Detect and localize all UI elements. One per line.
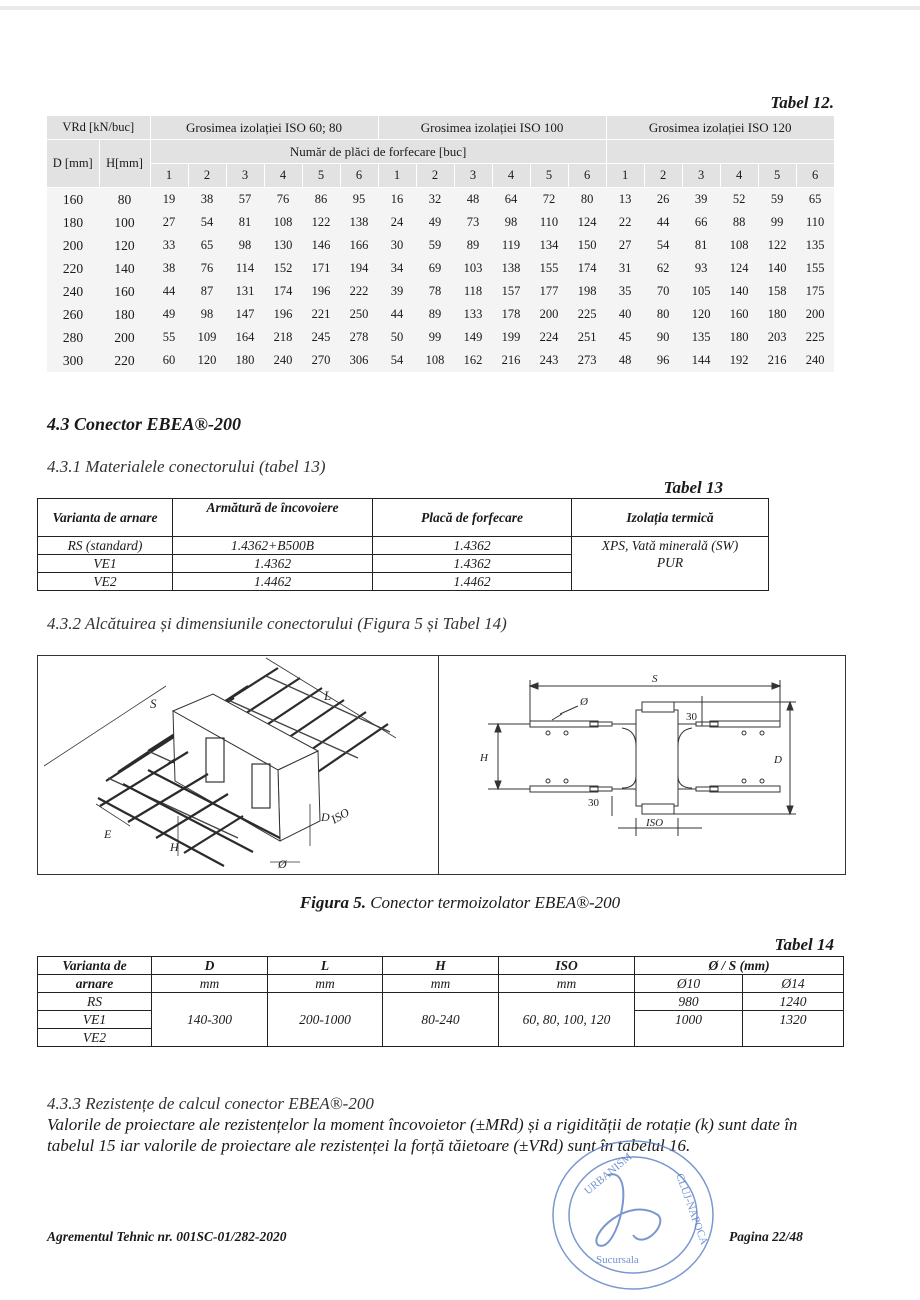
- t12-cell-value: 40: [606, 303, 644, 326]
- t12-cell-value: 99: [416, 326, 454, 349]
- t12-plate-number: 4: [492, 164, 530, 188]
- t12-cell-value: 122: [302, 211, 340, 234]
- t12-cell-value: 171: [302, 257, 340, 280]
- t12-cell-value: 45: [606, 326, 644, 349]
- t14-unit-o14: Ø14: [743, 975, 844, 993]
- t12-cell-value: 224: [530, 326, 568, 349]
- t12-cell-value: 108: [264, 211, 302, 234]
- t13-header-variant: [38, 499, 173, 537]
- t12-cell-value: 80: [568, 188, 606, 212]
- table14-caption: Tabel 14: [774, 935, 834, 954]
- t12-cell-value: 64: [492, 188, 530, 212]
- t12-cell-value: 149: [454, 326, 492, 349]
- t12-cell-value: 245: [302, 326, 340, 349]
- t12-cell-value: 16: [378, 188, 416, 212]
- t12-cell-value: 105: [682, 280, 720, 303]
- t12-row: [47, 349, 834, 372]
- t12-cell-value: 69: [416, 257, 454, 280]
- t12-cell-value: 93: [682, 257, 720, 280]
- t14-unit: mm: [383, 975, 499, 993]
- t13-cell: 1.4462: [173, 573, 373, 591]
- t13-izol-line1: XPS, Vată minerală (SW): [601, 538, 739, 553]
- t12-cell-value: 131: [226, 280, 264, 303]
- t12-cell-value: 146: [302, 234, 340, 257]
- t12-group-header: Grosimea izolației ISO 100: [378, 116, 606, 140]
- t12-cell-value: 200: [796, 303, 834, 326]
- t14-ve-o14: 1320: [743, 1011, 844, 1047]
- t12-cell-value: 73: [454, 211, 492, 234]
- t12-cell-value: 54: [644, 234, 682, 257]
- t14-l-range: 200-1000: [268, 993, 383, 1047]
- t13-h1: Varianta de arnare: [52, 510, 158, 525]
- t12-cell-value: 78: [416, 280, 454, 303]
- t12-cell-value: 24: [378, 211, 416, 234]
- t12-cell-value: 80: [644, 303, 682, 326]
- t12-cell-value: 59: [416, 234, 454, 257]
- t12-cell-h: 120: [99, 234, 150, 257]
- sec-label-d: D: [774, 754, 782, 766]
- t12-cell-value: 44: [378, 303, 416, 326]
- t14-h-range: 80-240: [383, 993, 499, 1047]
- t12-cell-value: 130: [264, 234, 302, 257]
- t12-cell-value: 98: [492, 211, 530, 234]
- t12-row: [47, 211, 834, 234]
- t12-plates-header: Număr de plăci de forfecare [buc]: [150, 140, 606, 164]
- t13-h2: Armătură de încovoiere: [206, 500, 339, 515]
- t12-cell-value: 52: [720, 188, 758, 212]
- t12-cell-value: 76: [264, 188, 302, 212]
- iso-label-l: L: [324, 688, 332, 703]
- t12-cell-value: 50: [378, 326, 416, 349]
- t12-cell-value: 124: [568, 211, 606, 234]
- t12-cell-value: 225: [568, 303, 606, 326]
- t12-cell-value: 155: [530, 257, 568, 280]
- t12-cell-value: 178: [492, 303, 530, 326]
- sec-label-30-bottom: 30: [588, 797, 599, 809]
- section-4-3-3-paragraph: Valorile de proiectare ale rezistențelor la moment încovoietor (±MRd) și a rigidității de rotație (k) sunt date în tabelul 15 iar valorile de proiectare ale rezistenței la forță tăietoare (±VRd) sunt în tabelul 16.: [47, 1115, 798, 1155]
- t14-h-var1: Varianta de: [38, 957, 152, 975]
- t12-cell-value: 55: [150, 326, 188, 349]
- t12-cell-value: 164: [226, 326, 264, 349]
- t12-cell-value: 144: [682, 349, 720, 372]
- t12-cell-d: 220: [47, 257, 99, 280]
- t14-h-l: L: [268, 957, 383, 975]
- t12-cell-value: 203: [758, 326, 796, 349]
- t12-cell-value: 34: [378, 257, 416, 280]
- t12-cell-value: 27: [606, 234, 644, 257]
- t12-cell-value: 89: [454, 234, 492, 257]
- t12-cell-value: 49: [150, 303, 188, 326]
- t12-cell-value: 32: [416, 188, 454, 212]
- t14-ve-o10: 1000: [635, 1011, 743, 1047]
- t12-cell-value: 150: [568, 234, 606, 257]
- t12-group-header: Grosimea izolației ISO 120: [606, 116, 834, 140]
- t12-cell-value: 225: [796, 326, 834, 349]
- t12-cell-value: 57: [226, 188, 264, 212]
- t13-cell: 1.4462: [373, 573, 572, 591]
- t12-cell-value: 222: [340, 280, 378, 303]
- figure-5-caption-bold: Figura 5.: [299, 893, 366, 912]
- t12-plate-number: 5: [758, 164, 796, 188]
- iso-label-d: D: [321, 810, 330, 824]
- t12-cell-value: 66: [682, 211, 720, 234]
- t12-row: [47, 303, 834, 326]
- t12-cell-d: 160: [47, 188, 99, 212]
- table-14: [37, 956, 844, 1047]
- t12-cell-value: 110: [796, 211, 834, 234]
- t14-rs-o10: 980: [635, 993, 743, 1011]
- t12-cell-value: 59: [758, 188, 796, 212]
- t12-cell-h: 80: [99, 188, 150, 212]
- t12-plate-number: 4: [264, 164, 302, 188]
- t14-unit: mm: [268, 975, 383, 993]
- t12-cell-value: 138: [492, 257, 530, 280]
- t12-cell-value: 120: [682, 303, 720, 326]
- t14-d-range: 140-300: [152, 993, 268, 1047]
- t12-cell-value: 110: [530, 211, 568, 234]
- iso-label-h: H: [170, 840, 179, 854]
- t12-row: [47, 326, 834, 349]
- t12-plate-number: 1: [150, 164, 188, 188]
- t12-cell-value: 38: [150, 257, 188, 280]
- insulation-section: [636, 710, 678, 806]
- t12-cell-value: 174: [568, 257, 606, 280]
- figure-5-caption: [0, 893, 920, 913]
- t14-unit: mm: [499, 975, 635, 993]
- t12-cell-value: 62: [644, 257, 682, 280]
- t12-cell-value: 180: [758, 303, 796, 326]
- iso-label-iso: ISO: [328, 805, 352, 827]
- t12-cell-value: 26: [644, 188, 682, 212]
- t12-cell-d: 200: [47, 234, 99, 257]
- section-4-3-heading: 4.3 Conector EBEA®-200: [47, 414, 241, 434]
- iso-label-e: E: [104, 827, 112, 841]
- t12-row: [47, 234, 834, 257]
- t12-plate-number: 6: [340, 164, 378, 188]
- t12-cell-value: 180: [226, 349, 264, 372]
- t12-plate-number: 5: [530, 164, 568, 188]
- t12-cell-value: 200: [530, 303, 568, 326]
- t14-h-d: D: [152, 957, 268, 975]
- t12-cell-value: 72: [530, 188, 568, 212]
- t13-header-plate: [373, 499, 572, 537]
- t12-plate-number: 3: [454, 164, 492, 188]
- t12-cell-h: 200: [99, 326, 150, 349]
- t12-row: [47, 257, 834, 280]
- t12-cell-value: 103: [454, 257, 492, 280]
- t12-cell-value: 108: [416, 349, 454, 372]
- t12-plate-number: 4: [720, 164, 758, 188]
- t12-cell-value: 49: [416, 211, 454, 234]
- t12-group-header: Grosimea izolației ISO 60; 80: [150, 116, 378, 140]
- section-4-3-2-heading: 4.3.2 Alcătuirea și dimensiunile conectorului (Figura 5 și Tabel 14): [47, 614, 507, 633]
- t12-cell-value: 155: [796, 257, 834, 280]
- t13-cell: 1.4362: [373, 537, 572, 555]
- sec-label-diam: Ø: [580, 696, 588, 708]
- t12-cell-h: 140: [99, 257, 150, 280]
- sec-label-iso: ISO: [646, 817, 664, 829]
- t12-cell-value: 175: [796, 280, 834, 303]
- t12-cell-value: 196: [302, 280, 340, 303]
- t12-cell-value: 124: [720, 257, 758, 280]
- t12-cell-value: 65: [188, 234, 226, 257]
- t12-cell-value: 81: [226, 211, 264, 234]
- connector-section-drawing: [440, 656, 844, 873]
- t12-cell-value: 65: [796, 188, 834, 212]
- t12-cell-value: 270: [302, 349, 340, 372]
- t14-variant-ve2: VE2: [38, 1029, 152, 1047]
- top-cap: [642, 702, 674, 712]
- t12-cell-value: 39: [378, 280, 416, 303]
- t12-cell-value: 160: [720, 303, 758, 326]
- t14-h-os: Ø / S (mm): [635, 957, 844, 975]
- t12-cell-value: 140: [758, 257, 796, 280]
- t12-cell-h: 100: [99, 211, 150, 234]
- t12-cell-value: 54: [188, 211, 226, 234]
- t14-iso-range: 60, 80, 100, 120: [499, 993, 635, 1047]
- t12-cell-value: 35: [606, 280, 644, 303]
- t13-h3: Placă de forfecare: [421, 510, 523, 525]
- t13-cell: RS (standard): [38, 537, 173, 555]
- section-4-3-1-heading: 4.3.1 Materialele conectorului (tabel 13): [47, 457, 326, 476]
- figure-5-caption-text: Conector termoizolator EBEA®-200: [370, 893, 621, 912]
- t13-cell: 1.4362+B500B: [173, 537, 373, 555]
- t12-cell-value: 44: [150, 280, 188, 303]
- t12-cell-value: 114: [226, 257, 264, 280]
- t12-cell-h: 160: [99, 280, 150, 303]
- t12-cell-value: 218: [264, 326, 302, 349]
- t14-h-iso: ISO: [499, 957, 635, 975]
- t12-cell-value: 48: [454, 188, 492, 212]
- table-13: [37, 498, 769, 591]
- t12-cell-value: 138: [340, 211, 378, 234]
- t12-cell-value: 147: [226, 303, 264, 326]
- t12-cell-value: 27: [150, 211, 188, 234]
- t12-cell-value: 119: [492, 234, 530, 257]
- footer-page-number: Pagina 22/48: [729, 1229, 803, 1244]
- t12-header-d: D [mm]: [47, 140, 99, 188]
- t12-cell-d: 180: [47, 211, 99, 234]
- t12-cell-value: 81: [682, 234, 720, 257]
- t14-h-var2: arnare: [38, 975, 152, 993]
- t12-plate-number: 2: [416, 164, 454, 188]
- bottom-bar-left: [530, 786, 598, 792]
- t12-cell-value: 194: [340, 257, 378, 280]
- t12-cell-value: 122: [758, 234, 796, 257]
- t13-h4: Izolația termică: [626, 510, 714, 525]
- t12-cell-value: 13: [606, 188, 644, 212]
- footer-left: Agrementul Tehnic nr. 001SC-01/282-2020: [47, 1229, 287, 1244]
- t12-cell-value: 177: [530, 280, 568, 303]
- stamp-text-bottom: Sucursala: [596, 1254, 639, 1266]
- t12-cell-value: 243: [530, 349, 568, 372]
- t12-cell-d: 300: [47, 349, 99, 372]
- t13-header-izol: [572, 499, 769, 537]
- t12-plate-number: 3: [226, 164, 264, 188]
- t12-cell-h: 180: [99, 303, 150, 326]
- t13-izol-line2: PUR: [656, 555, 684, 570]
- t12-plate-number: 1: [378, 164, 416, 188]
- t12-cell-value: 166: [340, 234, 378, 257]
- t12-cell-value: 250: [340, 303, 378, 326]
- t14-h-h: H: [383, 957, 499, 975]
- section-4-3-3-heading: 4.3.3 Rezistențe de calcul conector EBEA®-200: [47, 1094, 374, 1113]
- t12-plate-number: 2: [644, 164, 682, 188]
- t13-cell: VE2: [38, 573, 173, 591]
- sec-label-30-top: 30: [686, 711, 697, 723]
- t12-cell-value: 216: [492, 349, 530, 372]
- t12-cell-value: 86: [302, 188, 340, 212]
- t14-unit: mm: [152, 975, 268, 993]
- t12-cell-d: 280: [47, 326, 99, 349]
- bottom-cap: [642, 804, 674, 814]
- t12-cell-value: 216: [758, 349, 796, 372]
- top-bar-right: [710, 721, 780, 727]
- t12-cell-value: 278: [340, 326, 378, 349]
- t12-plate-number: 5: [302, 164, 340, 188]
- t12-cell-value: 89: [416, 303, 454, 326]
- t12-cell-h: 220: [99, 349, 150, 372]
- t12-cell-value: 174: [264, 280, 302, 303]
- table-12: [47, 116, 835, 372]
- table13-caption: Tabel 13: [663, 478, 723, 497]
- bottom-bar-right: [710, 786, 780, 792]
- t13-cell: 1.4362: [373, 555, 572, 573]
- t12-cell-value: 240: [796, 349, 834, 372]
- top-bar-left: [530, 721, 598, 727]
- t13-izol-cell: [572, 537, 769, 591]
- connector-isometric-drawing: [38, 656, 438, 873]
- t13-header-arm: [173, 499, 373, 537]
- t12-cell-value: 158: [758, 280, 796, 303]
- t12-plates-blank: [606, 140, 834, 164]
- t12-header-vrd: VRd [kN/buc]: [47, 116, 150, 140]
- t12-row: [47, 280, 834, 303]
- t12-plate-number: 2: [188, 164, 226, 188]
- insulation-block: [173, 694, 320, 841]
- t12-row: [47, 188, 834, 212]
- t14-unit-o10: Ø10: [635, 975, 743, 993]
- t12-cell-value: 95: [340, 188, 378, 212]
- t12-cell-value: 240: [264, 349, 302, 372]
- t12-cell-value: 19: [150, 188, 188, 212]
- t12-cell-value: 135: [796, 234, 834, 257]
- t12-cell-value: 134: [530, 234, 568, 257]
- t12-cell-value: 196: [264, 303, 302, 326]
- t12-cell-d: 240: [47, 280, 99, 303]
- t12-cell-value: 133: [454, 303, 492, 326]
- t12-cell-value: 60: [150, 349, 188, 372]
- t12-cell-value: 70: [644, 280, 682, 303]
- stamp-text-right: CLUJ-NAPOCA: [673, 1171, 711, 1247]
- shear-plate-right: [678, 728, 692, 788]
- stamp-text-top: URBANISM: [582, 1150, 635, 1198]
- t12-cell-value: 38: [188, 188, 226, 212]
- t12-cell-value: 221: [302, 303, 340, 326]
- t12-cell-value: 199: [492, 326, 530, 349]
- t13-cell: 1.4362: [173, 555, 373, 573]
- t12-cell-value: 135: [682, 326, 720, 349]
- t12-cell-value: 157: [492, 280, 530, 303]
- t12-cell-value: 140: [720, 280, 758, 303]
- t14-variant-ve1: VE1: [38, 1011, 152, 1029]
- t12-cell-value: 88: [720, 211, 758, 234]
- t12-cell-value: 90: [644, 326, 682, 349]
- t12-cell-value: 98: [188, 303, 226, 326]
- t12-cell-value: 96: [644, 349, 682, 372]
- t12-cell-value: 54: [378, 349, 416, 372]
- t12-cell-value: 98: [226, 234, 264, 257]
- t12-cell-value: 109: [188, 326, 226, 349]
- t12-plate-number: 6: [568, 164, 606, 188]
- t12-cell-value: 251: [568, 326, 606, 349]
- t12-cell-value: 152: [264, 257, 302, 280]
- t12-header-h: H[mm]: [99, 140, 150, 188]
- t12-plate-number: 3: [682, 164, 720, 188]
- table12-caption: Tabel 12.: [770, 93, 834, 112]
- t12-cell-value: 87: [188, 280, 226, 303]
- iso-label-diam: Ø: [278, 857, 287, 871]
- t12-cell-value: 198: [568, 280, 606, 303]
- t12-cell-value: 273: [568, 349, 606, 372]
- t12-cell-value: 306: [340, 349, 378, 372]
- t12-cell-value: 108: [720, 234, 758, 257]
- sec-label-h: H: [480, 752, 488, 764]
- t12-cell-value: 30: [378, 234, 416, 257]
- t12-cell-value: 76: [188, 257, 226, 280]
- t14-rs-o14: 1240: [743, 993, 844, 1011]
- t12-cell-value: 44: [644, 211, 682, 234]
- t14-variant-rs: RS: [38, 993, 152, 1011]
- shear-plate-left: [622, 728, 636, 788]
- t12-cell-value: 33: [150, 234, 188, 257]
- t12-cell-value: 39: [682, 188, 720, 212]
- top-edge: [0, 6, 920, 10]
- t12-cell-value: 118: [454, 280, 492, 303]
- sec-label-s: S: [652, 673, 658, 685]
- t12-cell-value: 180: [720, 326, 758, 349]
- t12-cell-value: 48: [606, 349, 644, 372]
- t12-cell-d: 260: [47, 303, 99, 326]
- t12-cell-value: 120: [188, 349, 226, 372]
- t12-cell-value: 22: [606, 211, 644, 234]
- t13-cell: VE1: [38, 555, 173, 573]
- t12-plate-number: 1: [606, 164, 644, 188]
- iso-label-s: S: [150, 696, 157, 711]
- figure-5-divider: [438, 655, 439, 874]
- t12-cell-value: 192: [720, 349, 758, 372]
- t12-cell-value: 162: [454, 349, 492, 372]
- t12-cell-value: 31: [606, 257, 644, 280]
- official-stamp: [548, 1135, 718, 1295]
- t12-cell-value: 99: [758, 211, 796, 234]
- t12-plate-number: 6: [796, 164, 834, 188]
